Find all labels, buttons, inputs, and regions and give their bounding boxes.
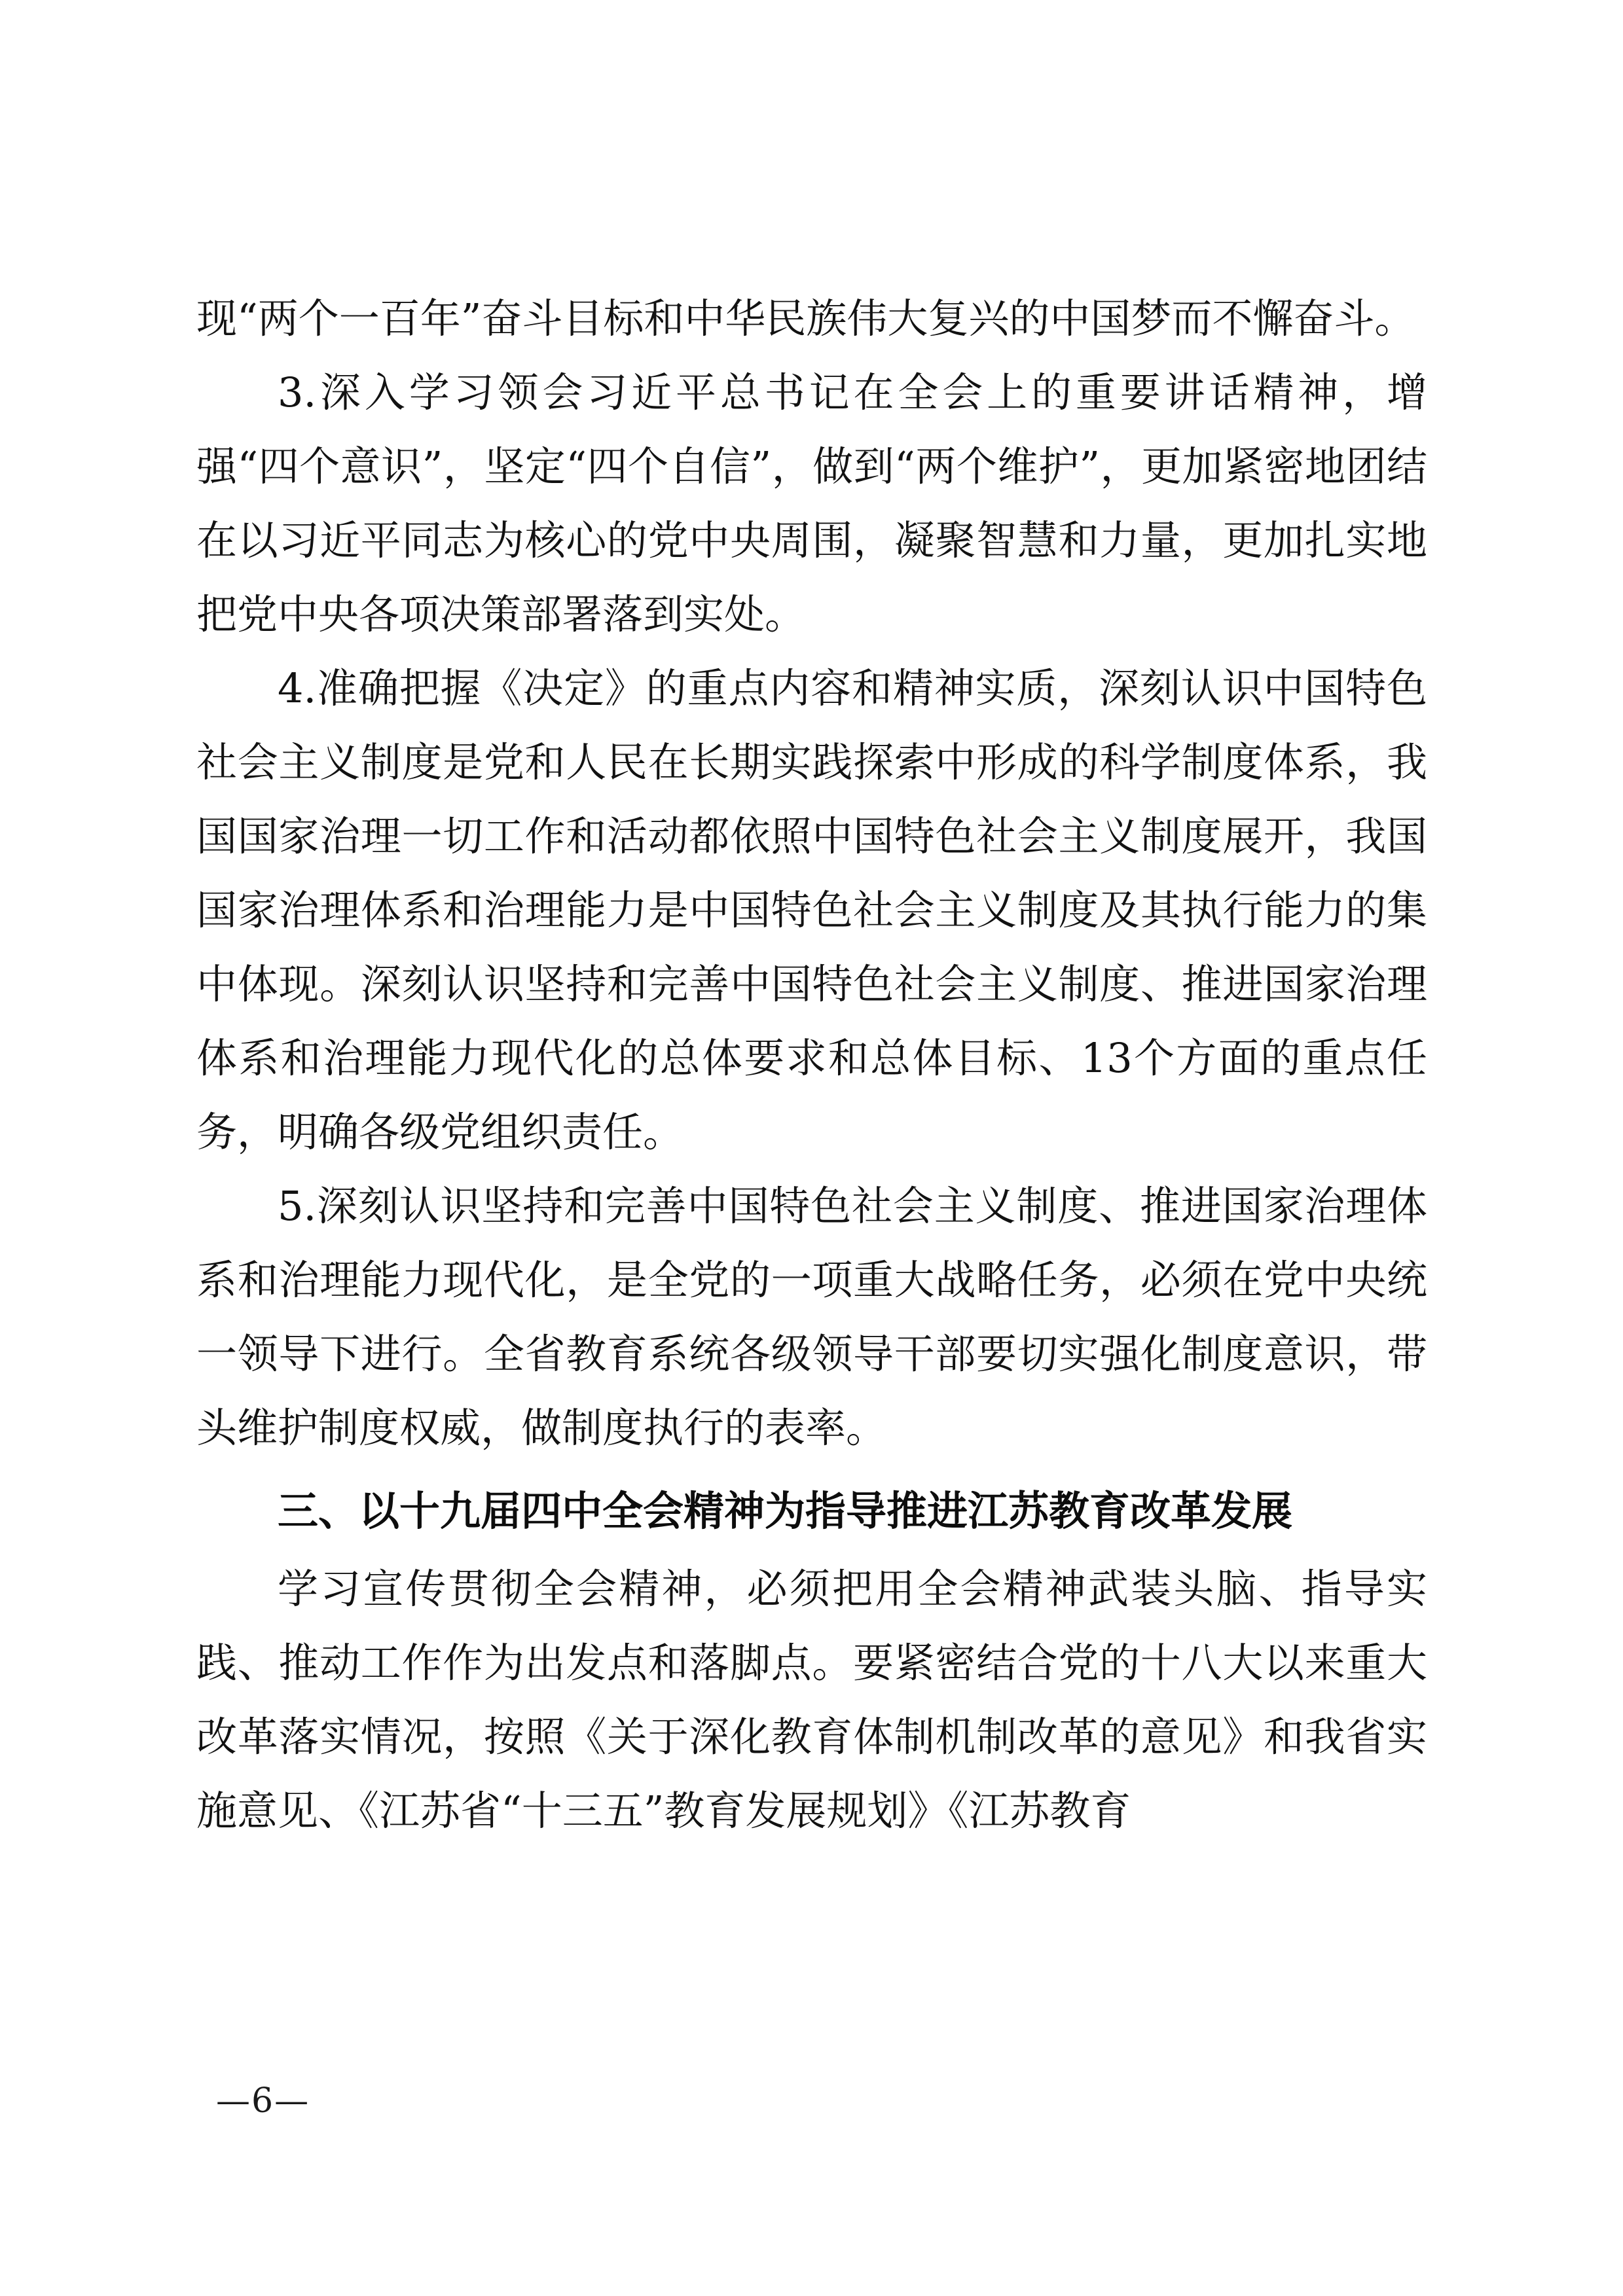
paragraph-item-4: 4.准确把握《决定》的重点内容和精神实质，深刻认识中国特色社会主义制度是党和人民在长期实践探索中形成的科学制度体系，我国国家治理一切工作和活动都依照中国特色社会主义制度展开，我国国家治理体系和治理能力是中国特色社会主义制度及其执行能力的集中体现。深刻认识坚持和完善中国特色社会主义制度、推进国家治理体系和治理能力现代化的总体要求和总体目标、13个方面的重点任务，明确各级党组织责任。 (196, 664, 1427, 1156)
paragraph-section-intro: 学习宣传贯彻全会精神，必须把用全会精神武装头脑、指导实践、推动工作作为出发点和落脚点。要紧密结合党的十八大以来重大改革落实情况，按照《关于深化教育体制机制改革的意见》和我省实施意见、《江苏省“十三五”教育发展规划》《江苏教育 (196, 1565, 1427, 1835)
paragraph-continued: 现“两个一百年”奋斗目标和中华民族伟大复兴的中国梦而不懈奋斗。 (196, 295, 1415, 342)
page-number: —6— (216, 2081, 310, 2121)
paragraph-item-3: 3.深入学习领会习近平总书记在全会上的重要讲话精神，增强“四个意识”，坚定“四个自信”，做到“两个维护”，更加紧密地团结在以习近平同志为核心的党中央周围，凝聚智慧和力量，更加扎实地把党中央各项决策部署落到实处。 (196, 368, 1427, 638)
paragraph-item-5: 5.深刻认识坚持和完善中国特色社会主义制度、推进国家治理体系和治理能力现代化，是全党的一项重大战略任务，必须在党中央统一领导下进行。全省教育系统各级领导干部要切实强化制度意识，带头维护制度权威，做制度执行的表率。 (196, 1182, 1427, 1452)
section-heading: 三、以十九届四中全会精神为指导推进江苏教育改革发展 (278, 1487, 1293, 1535)
page-body (196, 281, 1427, 1848)
